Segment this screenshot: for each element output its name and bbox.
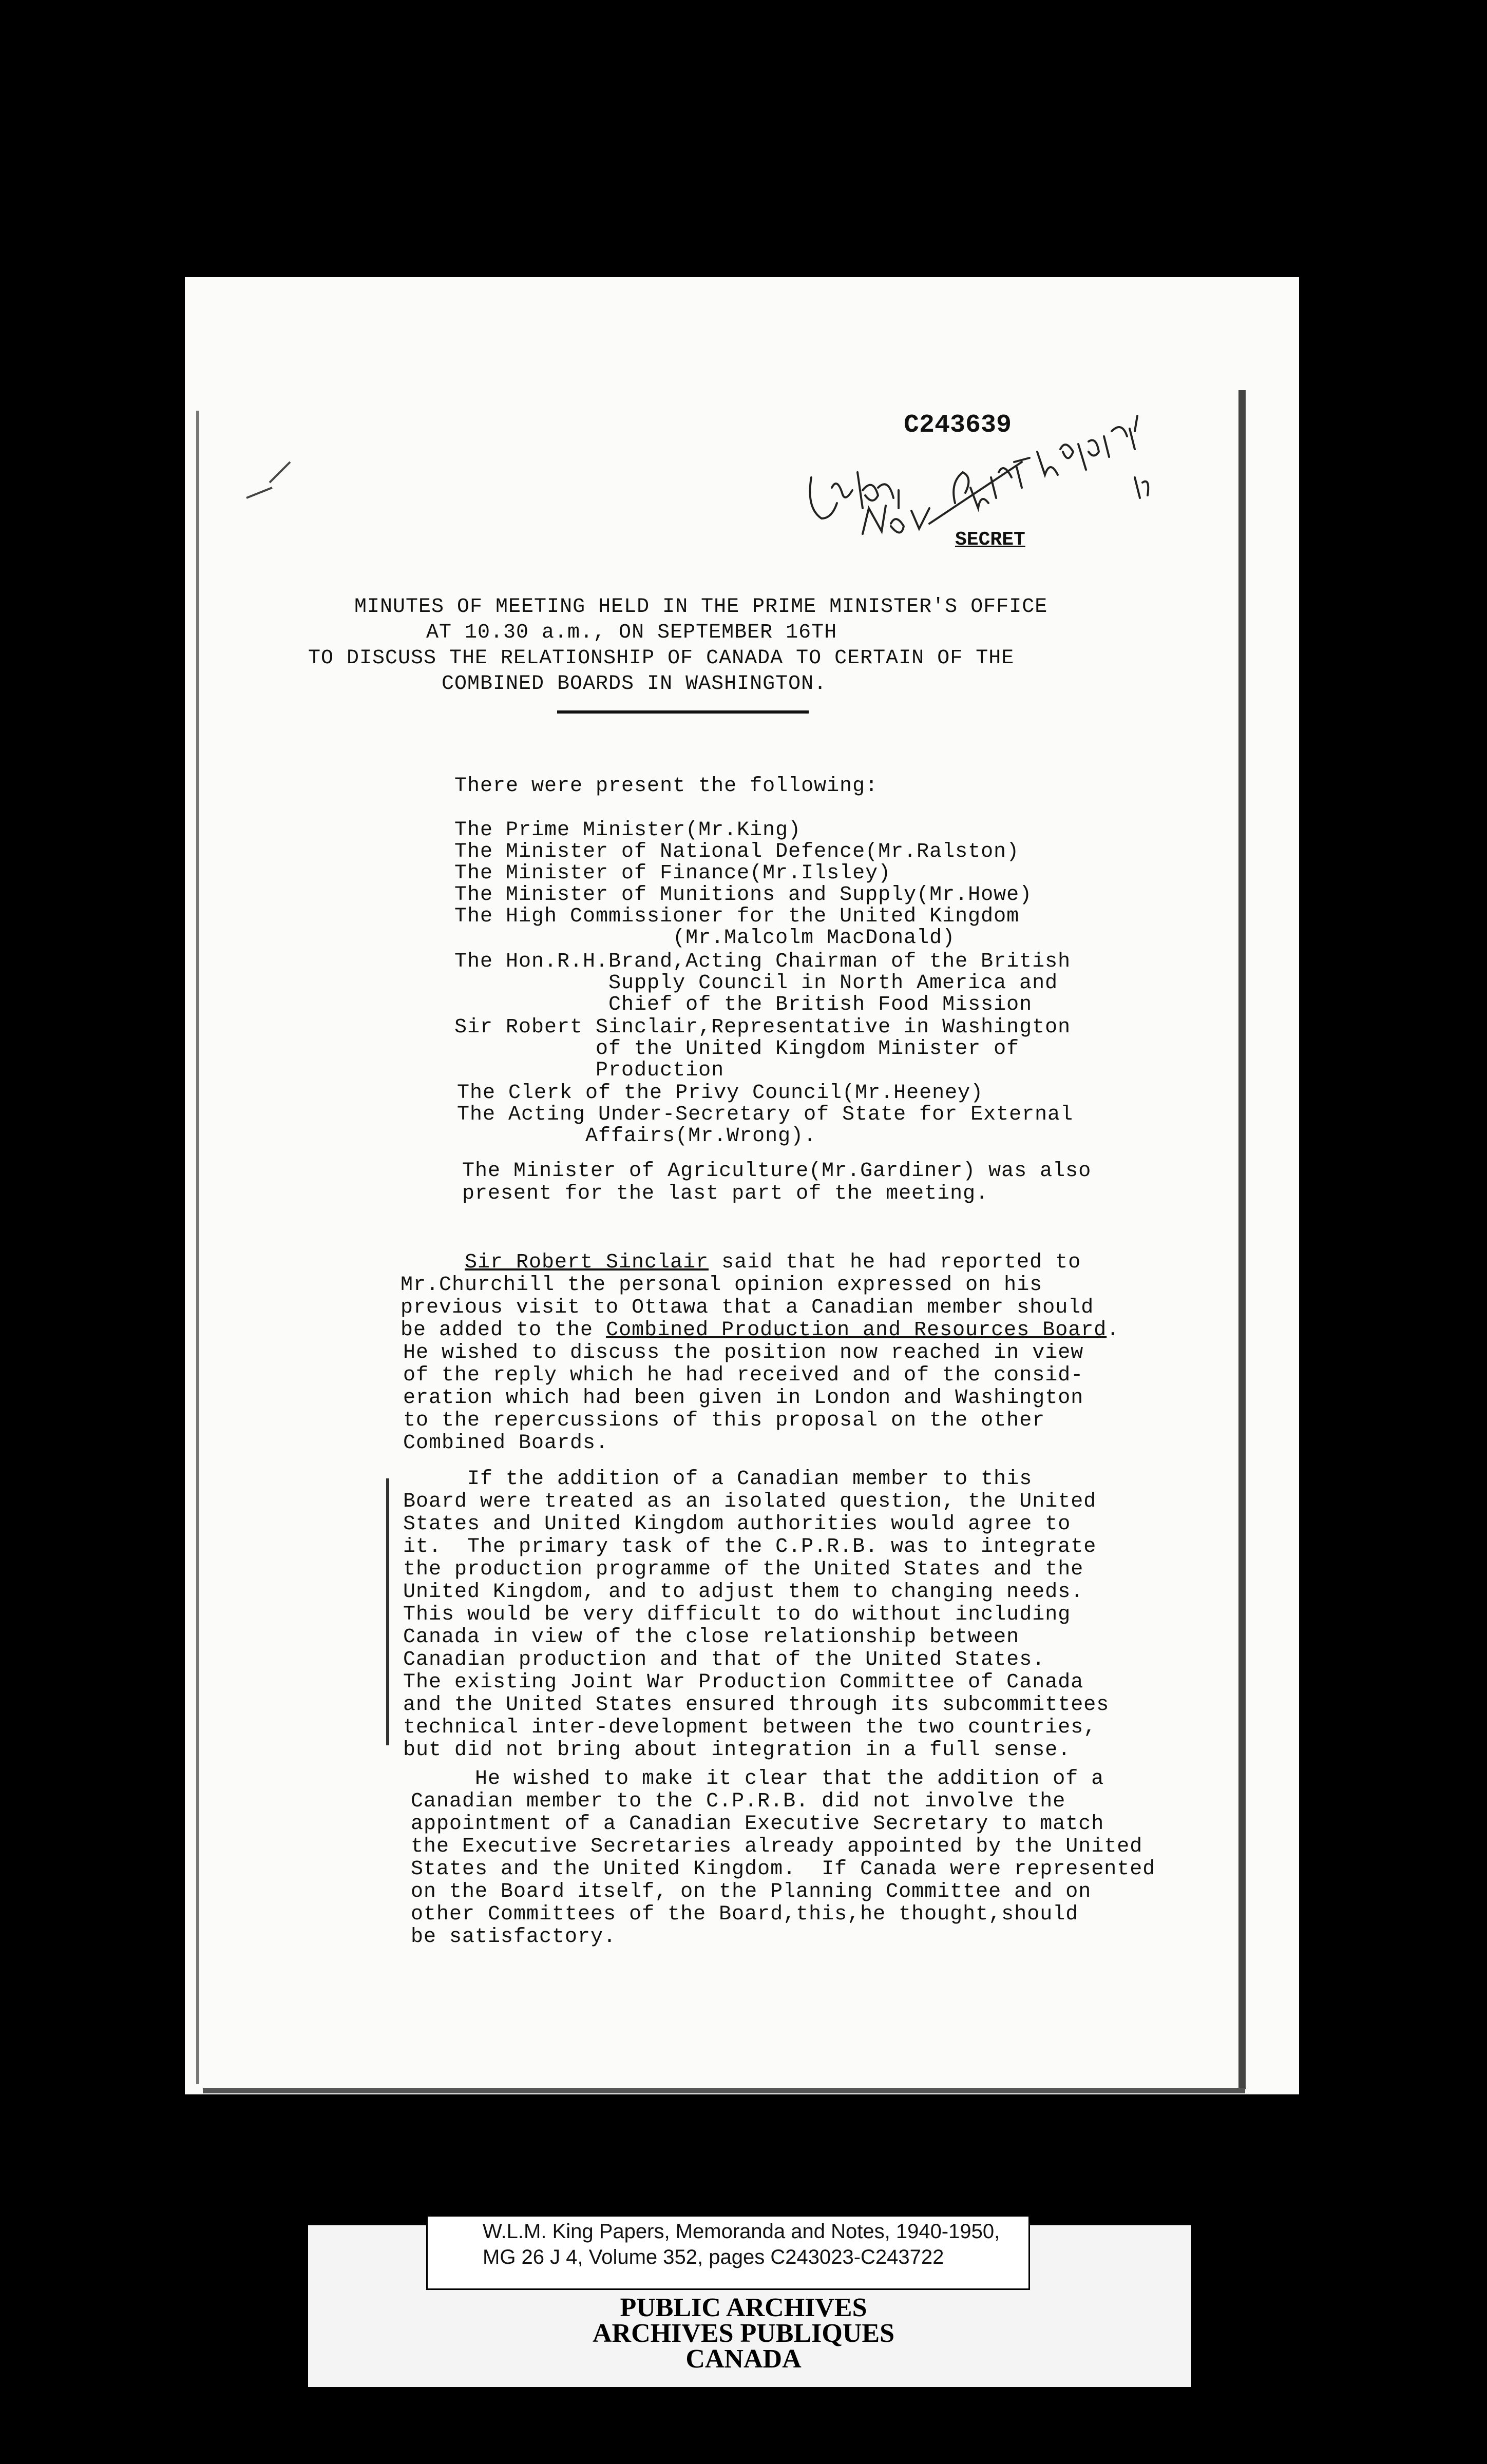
margin-line	[386, 1478, 389, 1745]
para3-line: States and the United Kingdom. If Canada were represented	[411, 1858, 1156, 1881]
present-heading: There were present the following:	[454, 775, 879, 798]
speaker-name: Sir Robert Sinclair	[465, 1251, 709, 1274]
para2-line: but did not bring about integration in a full sense.	[403, 1739, 1071, 1762]
title-line-1: MINUTES OF MEETING HELD IN THE PRIME MINISTER'S OFFICE	[354, 595, 1048, 619]
title-line-4: COMBINED BOARDS IN WASHINGTON.	[442, 672, 827, 696]
para1-line: previous visit to Ottawa that a Canadian member should	[401, 1296, 1094, 1319]
page-edge-bottom	[203, 2088, 1245, 2093]
attendee-line: Production	[454, 1059, 725, 1082]
para3-line: Canadian member to the C.P.R.B. did not involve the	[411, 1790, 1066, 1813]
attendee-line: The Prime Minister(Mr.King)	[454, 819, 802, 842]
para2-line: it. The primary task of the C.P.R.B. was to integrate	[403, 1535, 1097, 1558]
attendee-line: Affairs(Mr.Wrong).	[457, 1125, 817, 1148]
attendee-line: (Mr.Malcolm MacDonald)	[454, 927, 956, 950]
para3-line: be satisfactory.	[411, 1926, 617, 1949]
margin-mark	[241, 452, 303, 513]
attendee-line: The Acting Under-Secretary of State for External	[457, 1103, 1074, 1126]
attendee-line: Chief of the British Food Mission	[454, 993, 1033, 1016]
para1-line: Mr.Churchill the personal opinion expressed on his	[401, 1274, 1043, 1297]
para1-line: He wished to discuss the position now reached in view	[403, 1341, 1084, 1364]
agriculture-note: The Minister of Agriculture(Mr.Gardiner) was also	[462, 1160, 1092, 1183]
para2-line: Canadian production and that of the United States.	[403, 1648, 1045, 1671]
reference-number: C243639	[904, 411, 1012, 440]
archives-stamp-line-1: PUBLIC ARCHIVES	[620, 2293, 867, 2322]
para3-line: the Executive Secretaries already appointed by the United	[411, 1835, 1143, 1858]
attendee-line: of the United Kingdom Minister of	[454, 1037, 1020, 1061]
title-underline	[557, 710, 809, 714]
page-edge-left	[196, 411, 199, 2084]
board-name: Combined Production and Resources Board	[606, 1319, 1107, 1342]
attendee-line: The High Commissioner for the United Kingdom	[454, 905, 1020, 928]
attendee-line: Supply Council in North America and	[454, 972, 1058, 995]
classification-label: SECRET	[955, 529, 1025, 551]
archives-stamp-line-2: ARCHIVES PUBLIQUES	[592, 2319, 895, 2348]
attendee-line: Sir Robert Sinclair,Representative in Washington	[454, 1016, 1071, 1039]
para2-line: This would be very difficult to do without including	[403, 1603, 1071, 1626]
para1-line: of the reply which he had received and of the consid-	[403, 1364, 1084, 1387]
para2-line: United Kingdom, and to adjust them to changing needs.	[403, 1581, 1084, 1604]
para2-line: If the addition of a Canadian member to this	[403, 1468, 1033, 1491]
para2-line: and the United States ensured through its subcommittees	[403, 1693, 1110, 1717]
para3-line: other Committees of the Board,this,he thought,should	[411, 1903, 1079, 1926]
attendee-line: The Clerk of the Privy Council(Mr.Heeney)	[457, 1082, 984, 1105]
para1-line: Sir Robert Sinclair said that he had reported to	[465, 1251, 1081, 1274]
para2-line: Canada in view of the close relationship between	[403, 1626, 1020, 1649]
citation-text: W.L.M. King Papers, Memoranda and Notes, 1940-1950, MG 26 J 4, Volume 352, pages C243023-C243722	[483, 2220, 1000, 2268]
attendee-line: The Hon.R.H.Brand,Acting Chairman of the British	[454, 950, 1071, 973]
para1-line: eration which had been given in London and Washington	[403, 1387, 1084, 1410]
para1-line: Combined Boards.	[403, 1432, 609, 1455]
para1-line: be added to the Combined Production and Resources Board.	[401, 1319, 1120, 1342]
para1-line: to the repercussions of this proposal on the other	[403, 1409, 1045, 1432]
para3-line: He wished to make it clear that the addition of a	[411, 1767, 1104, 1791]
para2-line: The existing Joint War Production Committee of Canada	[403, 1671, 1084, 1694]
page-edge-right	[1238, 390, 1246, 2089]
title-line-3: TO DISCUSS THE RELATIONSHIP OF CANADA TO CERTAIN OF THE	[308, 647, 1015, 670]
attendee-line: The Minister of National Defence(Mr.Ralston)	[454, 840, 1020, 863]
para2-line: States and United Kingdom authorities would agree to	[403, 1513, 1071, 1536]
agriculture-note: present for the last part of the meeting.	[462, 1182, 989, 1205]
archives-stamp-line-3: CANADA	[685, 2344, 802, 2374]
para3-line: appointment of a Canadian Executive Secretary to match	[411, 1813, 1104, 1836]
attendee-line: The Minister of Munitions and Supply(Mr.Howe)	[454, 883, 1033, 907]
para2-line: the production programme of the United States and the	[403, 1558, 1084, 1581]
para3-line: on the Board itself, on the Planning Committee and on	[411, 1880, 1092, 1903]
attendee-line: The Minister of Finance(Mr.Ilsley)	[454, 862, 891, 885]
para2-line: Board were treated as an isolated question, the United	[403, 1490, 1097, 1513]
title-line-2: AT 10.30 a.m., ON SEPTEMBER 16TH	[426, 621, 837, 644]
para2-line: technical inter-development between the two countries,	[403, 1716, 1097, 1739]
